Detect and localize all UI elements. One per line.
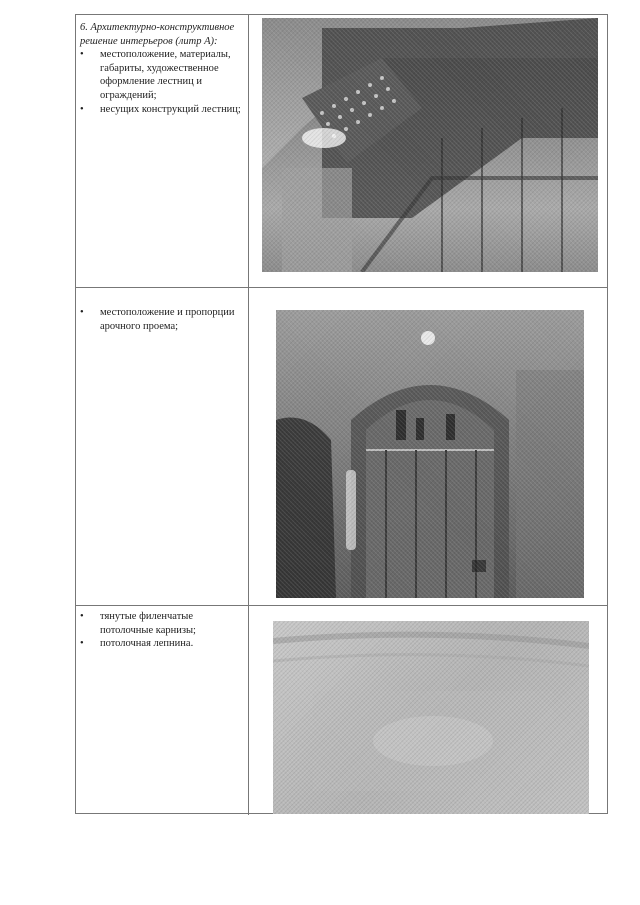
photo-grain	[262, 18, 598, 272]
bullet-list	[80, 48, 244, 116]
table-row	[76, 288, 607, 606]
text-cell	[80, 610, 244, 651]
list-item: • местоположение и пропорции арочного проема;	[80, 306, 244, 333]
column-divider	[248, 288, 249, 605]
table-row	[76, 606, 607, 815]
arched-opening-photo	[276, 310, 584, 598]
section-heading: 6. Архитектурно-конструктивное решение интерьеров (литр А):	[80, 22, 235, 47]
staircase-photo	[262, 18, 598, 272]
table-row	[76, 15, 607, 288]
list-item: • несущих конструкций лестниц;	[80, 103, 244, 117]
list-item: • тянутые филенчатые потолочные карнизы;	[80, 610, 244, 637]
ceiling-cornice-photo	[273, 621, 589, 814]
list-item: • местоположение, материалы, габариты, художественное оформление лестниц и ограждений;	[80, 48, 244, 102]
column-divider	[248, 15, 249, 287]
text-cell	[80, 306, 244, 333]
photo-grain	[273, 621, 589, 814]
list-item: • потолочная лепнина.	[80, 637, 244, 651]
photo-grain	[276, 310, 584, 598]
bullet-list	[80, 306, 244, 333]
column-divider	[248, 606, 249, 815]
bullet-list	[80, 610, 244, 651]
text-cell	[80, 21, 244, 116]
document-table	[75, 14, 608, 814]
